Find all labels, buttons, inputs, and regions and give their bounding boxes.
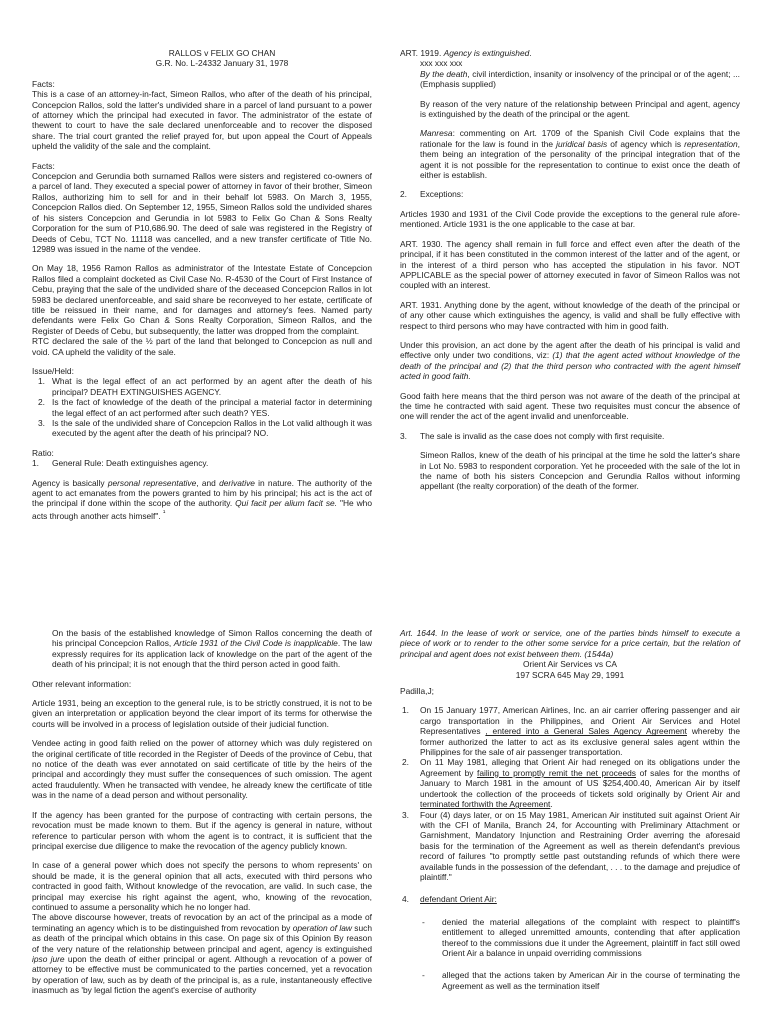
facts-heading: Facts: bbox=[32, 160, 55, 171]
page2-right-column bbox=[400, 628, 740, 991]
basis-paragraph: On the basis of the established knowledge of Simon Rallos concerning the death of his principal Concepcion Rallos, Article 1931 of the Civil Code is inapplicable. The law expressly requires for its application lack of knowledge on the part of the agent of the death of his principal; it is not enough that the third person acted in good faith. bbox=[52, 628, 373, 670]
article-1930: ART. 1930. The agency shall remain in full force and effect even after the death of the principal, if it has been constituted in the common interest of the latter and of the agent, or in the interest of a third person who has accepted the stipulation in his favor. NOT APPLICABLE as the special power of attorney executed in favor of Simeon Rallos was not coupled with an interest. bbox=[400, 238, 740, 291]
under-provision-paragraph: Under this provision, an act done by the agent after the death of his principal is valid and effective only under two conditions, viz: (1) that the agent acted without knowledge of the death of the principal and (2) that the third person who contracted with the agent himself acted in good faith. bbox=[400, 339, 740, 382]
agency-paragraph: Agency is basically personal representative, and derivative in nature. The authority of the agent to act emanates from the powers granted to him by his principal; his act is the act of the principal if done within the scope of the authority. Qui facit per alium facit se. "He who acts through another acts himself". $^{^1}$ bbox=[32, 477, 373, 521]
simeon-paragraph: Simeon Rallos, knew of the death of his principal at the time he sold the latter's share in Lot No. 5983 to respondent corporation. Yet he proceeded with the sale of the lot in the name of both his sisters Concepcion and Gerundia Rallos without informing appellant (the realty corporation) of the death of the former. bbox=[420, 450, 740, 492]
footnote-marker: ¹ bbox=[163, 509, 166, 517]
list-item: 3. Is the sale of the undivided share of Concepcion Rallos in the Lot valid although it was executed by the agent after the death of his principal? NO. bbox=[38, 418, 372, 439]
list-item: 2. On 11 May 1981, alleging that Orient Air had reneged on its obligations under the Agreement by failing to promptly remit the net proceeds of sales for the months of January to March 1981 in the amount of US $254,400.40, American Air by itself undertook the collection of the proceeds of tickets sold originally by Orient Air and terminated forthwith the Agreement. bbox=[402, 757, 740, 810]
general-power-paragraph: In case of a general power which does not specify the persons to whom represents' on should be made, it is the general opinion that all acts, executed with third persons who contracted in good faith, Without knowledge of the revocation, are valid. In such case, the principal may exercise his right against the agent, who, knowing of the revocation, continued to assume a personality which he no longer had. bbox=[32, 860, 372, 912]
ratio-heading: Ratio: bbox=[32, 447, 54, 458]
article-1931: ART. 1931. Anything done by the agent, without knowledge of the death of the principal or of any other cause which extinguishes the agency, is valid and shall be fully effective with respect to third persons who may have contracted with him in good faith. bbox=[400, 299, 740, 331]
case-title: RALLOS v FELIX GO CHAN bbox=[168, 48, 276, 58]
facts-paragraph: This is a case of an attorney-in-fact, Simeon Rallos, who after of the death of his principal, Concepcion Rallos, sold the latter's undivided share in a parcel of land pursuant to a power of attorney which the principal had executed in favor. The administrator of the estate of thewent to court to have the sale declared unenforceable and to recover the disposed share. The trial court granted the relief prayed for, but upon appeal the Court of Appeals upheld the validity of the sale and the complaint. bbox=[32, 89, 372, 152]
sale-invalid-item: 3. The sale is invalid as the case does not comply with first requisite. bbox=[400, 430, 665, 441]
issue-heading: Issue/Held: bbox=[32, 365, 74, 376]
list-item: 2. Is the fact of knowledge of the death of the principal a material factor in determining the legal effect of an act performed after such death? YES. bbox=[38, 397, 372, 418]
facts-heading: Facts: bbox=[32, 78, 55, 89]
exceptions-item: 2. Exceptions: bbox=[400, 189, 464, 200]
ratio-item: 1. General Rule: Death extinguishes agency. bbox=[32, 458, 209, 469]
good-faith-paragraph: Good faith here means that the third person was not aware of the death of the principal at the time he contracted with said agent. These two requisites must concur the absence of one will render the act of the agent invalid and unenforceable. bbox=[400, 390, 740, 422]
vendee-paragraph: Vendee acting in good faith relied on the power of attorney which was duly registered on the original certificate of title recorded in the Register of Deeds of the province of Cebu, that no notice of the death was ever annotated on said certificate of title by the heirs of the principal and accordingly they must suffer the consequences of such omission. The agent acted fraudulently. When he transacted with vendee, he already knew the certificate of title was in the name of a dead person and without personality. bbox=[32, 738, 372, 801]
list-item: 3. Four (4) days later, or on 15 May 1981, American Air instituted suit against Orient Air with the CFI of Manila, Branch 24, for Accounting with Preliminary Attachment or Garnishment, Mandatory Injunction and Restraining Order averring the aforesaid basis for the termination of the Agreement as well as therein defendant's previous record of failures "to promptly settle past outstanding refunds of which there were available funds in the possession of the defendant, . . . to the damage and prejudice of plaintiff." bbox=[402, 809, 740, 882]
case-citation: 197 SCRA 645 May 29, 1991 bbox=[515, 669, 625, 680]
ellipsis-line: xxx xxx xxx bbox=[420, 58, 463, 69]
other-info-heading: Other relevant information: bbox=[32, 678, 132, 689]
facts-paragraph: Concepcion and Gerundia both surnamed Rallos were sisters and registered co-owners of a parcel of land. They executed a special power of attorney in favor of their brother, Simeon Rallos, authorizing him to sell for and in their behalf lot 5983. On March 3, 1955, Concepcion Rallos died. On September 12, 1955, Simeon Rallos sold the undivided shares of his sisters Concepcion and Gerundia in lot 5983 to Felix Go Chan & Sons Realty Corporation for the sum of P10,686.90. The deed of sale was registered in the Registry of Deeds of Cebu, TCT No. 11118 was cancelled, and a new transfer certificate of Title No. 12989 was issued in the name of the vendee. bbox=[32, 171, 372, 254]
article-1931-paragraph: Article 1931, being an exception to the general rule, is to be strictly construed, it is not to be given an interpretation or application beyond the clear import of its terms for otherwise the courts will be involved in a process of legislation outside of their judicial function. bbox=[32, 698, 372, 729]
list-item: 4. defendant Orient Air: bbox=[402, 894, 497, 905]
agency-granted-paragraph: If the agency has been granted for the purpose of contracting with certain persons, the revocation must be made known to them. But if the agency is general in nature, without reference to particular person with whom the agent is to contract, it is sufficient that the principal exercise due diligence to make the revocation of the agency publicly known. bbox=[32, 809, 372, 851]
manresa-paragraph: Manresa: commenting on Art. 1709 of the Spanish Civil Code explains that the rationale for the law is found in the juridical basis of agency which is representation, them being an integration of the personality of the principal integration that of the agent it is not possible for the representation to continue to exist once the death of either is establish. bbox=[420, 128, 740, 181]
case-title: Orient Air Services vs CA bbox=[522, 659, 617, 670]
page1-left-column bbox=[32, 48, 372, 530]
reason-paragraph: By reason of the very nature of the relationship between Principal and agent, agency is extinguished by the death of the principal or the agent. bbox=[420, 98, 740, 120]
page2-left-column bbox=[32, 628, 372, 996]
article-1644: Art. 1644. In the lease of work or service, one of the parties binds himself to execute a piece of work or to render to the other some service for a price certain, but the relation of principal and agent does not exist between them. (1544a) bbox=[400, 628, 740, 659]
list-item: - alleged that the actions taken by American Air in the course of terminating the Agreement as well as the termination itself bbox=[422, 970, 740, 991]
list-item: 1. On 15 January 1977, American Airlines, Inc. an air carrier offering passenger and air cargo transportation in the Philippines, and Orient Air Services and Hotel Representatives , entered into a General Sales Agency Agreement whereby the former authorized the latter to act as its exclusive general sales agent within the Philippines for the sale of air passenger transportation. bbox=[402, 705, 740, 758]
ponente: Padilla,J; bbox=[400, 686, 434, 697]
facts-paragraph: On May 18, 1956 Ramon Rallos as administrator of the Intestate Estate of Concepcion Rallos filed a complaint docketed as Civil Case No. R-4530 of the Court of First Instance of Cebu, praying that the sale of the undivided share of the deceased Concepcion Rallos in lot 5983 be declared unenforceable, and said share be reconveyed to her estate, certificate of title be reissued in their name, and for damages and attorney's fees. Named party defendants were Felix Go Chan & Sons Realty Corporation, Simeon Rallos, and the Register of Deeds of Cebu, but subsequently, the latter was dropped from the complaint. bbox=[32, 263, 372, 336]
list-item: 1. What is the legal effect of an act performed by an agent after the death of his principal? DEATH EXTINGUISHES AGENCY. bbox=[38, 376, 372, 397]
articles-paragraph: Articles 1930 and 1931 of the Civil Code provide the exceptions to the general rule afore-mentioned. Article 1931 is the one applicable to the case at bar. bbox=[400, 208, 740, 230]
case-citation: G.R. No. L-24332 January 31, 1978 bbox=[155, 58, 289, 69]
facts-paragraph: RTC declared the sale of the ½ part of the land that belonged to Concepcion as null and void. CA upheld the validity of the sale. bbox=[32, 336, 372, 357]
article-1919-text: By the death, civil interdiction, insanity or insolvency of the principal or of the agent; ... (Emphasis supplied) bbox=[420, 68, 741, 90]
article-1919: ART. 1919. Agency is extinguished. bbox=[400, 48, 532, 58]
list-item: - denied the material allegations of the complaint with respect to plaintiff's entitlement to alleged unremitted amounts, contending that after application thereof to the commissions due it under the Agreement, plaintiff in fact still owed Orient Air a balance in unpaid overriding commissions bbox=[422, 916, 740, 958]
page1-right-column bbox=[400, 48, 740, 501]
issue-list bbox=[32, 376, 372, 438]
revocation-paragraph: The above discourse however, treats of revocation by an act of the principal as a mode of terminating an agency which is to be distinguished from revocation by operation of law such as death of the principal which obtains in this case. On page six of this Opinion By reason of the very nature of the relationship between principal and agent, agency is extinguished ipso jure upon the death of either principal or agent. Although a revocation of a power of attorney to be effective must be communicated to the parties concerned, yet a revocation by operation of law, such as by death of the principal is, as a rule, instantaneously effective inasmuch as 'by legal fiction the agent's exercise of authority bbox=[32, 912, 373, 996]
